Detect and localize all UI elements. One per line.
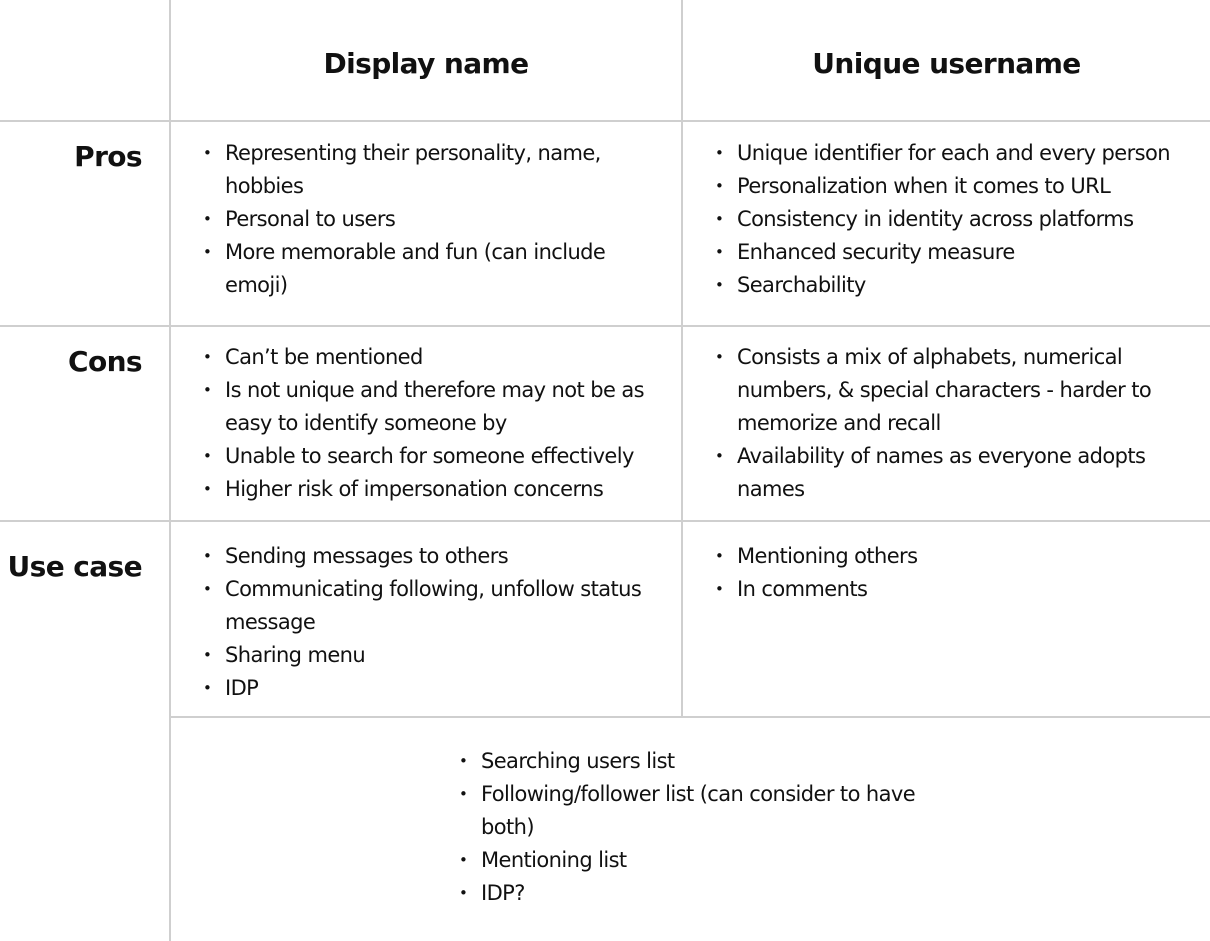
grid-line-vertical-middle	[681, 0, 683, 718]
list-item: • More memorable and fun (can include emoji)	[203, 236, 623, 302]
column-header-display-name: Display name	[323, 47, 529, 80]
cons-unique-username-list	[715, 341, 1165, 506]
list-item: • Sending messages to others	[203, 540, 653, 573]
list-item: • Higher risk of impersonation concerns	[203, 473, 653, 506]
cons-display-name-list	[203, 341, 653, 506]
use-case-display-name-list	[203, 540, 653, 705]
list-item: • Consists a mix of alphabets, numerical numbers, & special characters - harder to memorize and recall	[715, 341, 1165, 440]
list-item: • Communicating following, unfollow status message	[203, 573, 653, 639]
list-item: • Following/follower list (can consider to have both)	[459, 778, 929, 844]
pros-unique-username-list	[715, 137, 1185, 302]
list-item: • Consistency in identity across platforms	[715, 203, 1185, 236]
list-item: • Can’t be mentioned	[203, 341, 653, 374]
list-item: • Sharing menu	[203, 639, 653, 672]
list-item: • Searching users list	[459, 745, 929, 778]
grid-line-header-bottom	[0, 120, 1210, 122]
pros-display-name-list	[203, 137, 623, 302]
list-item: • Availability of names as everyone adopts names	[715, 440, 1165, 506]
list-item: • Mentioning others	[715, 540, 1165, 573]
grid-line-cons-bottom	[0, 520, 1210, 522]
list-item: • Unique identifier for each and every person	[715, 137, 1185, 170]
grid-line-vertical-left	[169, 0, 171, 941]
list-item: • Searchability	[715, 269, 1185, 302]
list-item: • Enhanced security measure	[715, 236, 1185, 269]
row-label-pros: Pros	[74, 140, 142, 173]
grid-line-pros-bottom	[0, 325, 1210, 327]
list-item: • Is not unique and therefore may not be as easy to identify someone by	[203, 374, 653, 440]
row-label-cons: Cons	[68, 345, 142, 378]
list-item: • Representing their personality, name, hobbies	[203, 137, 623, 203]
grid-line-usecase-split	[171, 716, 1210, 718]
column-header-unique-username: Unique username	[812, 47, 1081, 80]
list-item: • IDP	[203, 672, 653, 705]
list-item: • Mentioning list	[459, 844, 929, 877]
row-label-use-case: Use case	[7, 550, 142, 583]
list-item: • IDP?	[459, 877, 929, 910]
list-item: • Unable to search for someone effectively	[203, 440, 653, 473]
list-item: • In comments	[715, 573, 1165, 606]
list-item: • Personal to users	[203, 203, 623, 236]
list-item: • Personalization when it comes to URL	[715, 170, 1185, 203]
use-case-unique-username-list	[715, 540, 1165, 606]
use-case-both-list	[459, 745, 929, 910]
